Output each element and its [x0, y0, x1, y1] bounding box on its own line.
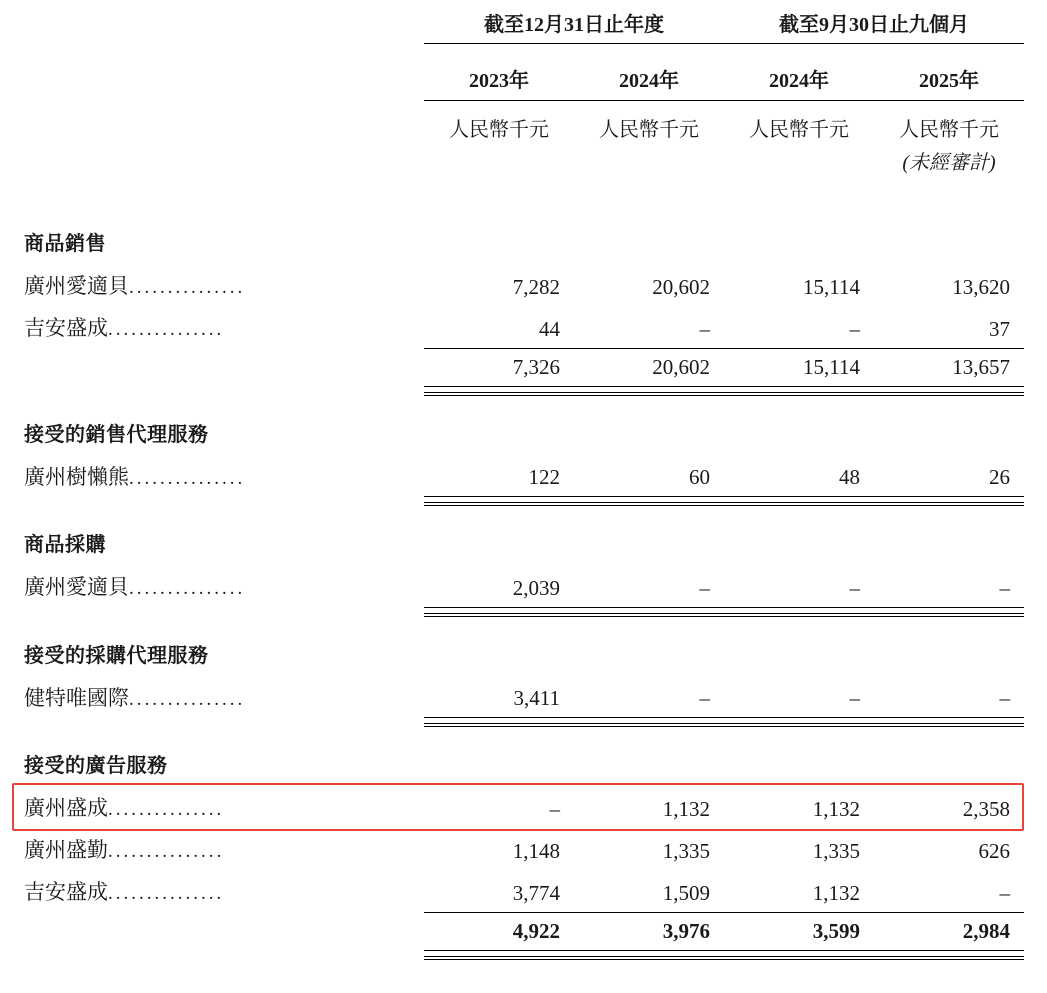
header-year-2024-9m: 2024年: [724, 54, 874, 101]
row-label-text: 吉安盛成: [24, 880, 108, 904]
spacer-cell: [874, 44, 1024, 55]
section-header-row: [24, 221, 1024, 264]
value-cell: 1,509: [574, 870, 724, 912]
section-title-sales-agency: 接受的銷售代理服務: [24, 421, 209, 446]
rule-cell: [724, 950, 874, 958]
section-gap: [24, 175, 1024, 221]
value-cell: –: [699, 575, 710, 600]
rule-cell: [424, 718, 574, 726]
leader-dots: ...............: [108, 799, 225, 820]
spacer-cell: [574, 504, 724, 522]
table-row: [24, 828, 1024, 870]
section-title-goods-sales: 商品銷售: [24, 231, 106, 255]
leader-dots: ...............: [108, 319, 225, 340]
section-header-row: [24, 743, 1024, 786]
rule-cell: [424, 497, 574, 505]
value-cell: 1,148: [512, 839, 560, 863]
spacer-cell: [424, 725, 574, 743]
header-unit-row: [24, 101, 1024, 145]
value-cell: 48: [839, 465, 860, 489]
leader-dots: ...............: [129, 277, 246, 298]
section-header-row: [24, 522, 1024, 565]
row-label-text: 廣州樹懶熊: [24, 464, 129, 489]
rule-cell: [724, 718, 874, 726]
spacer-cell: [724, 504, 874, 522]
table-row: [24, 264, 1024, 306]
rule-cell: [874, 607, 1024, 615]
header-empty-cell: [424, 144, 574, 175]
row-label-text: 廣州愛適貝: [24, 274, 129, 298]
spacer-cell: [724, 725, 874, 743]
row-label-text: 吉安盛成: [24, 316, 108, 340]
leader-dots: ...............: [129, 578, 246, 599]
rule-cell: [874, 497, 1024, 505]
row-label-cell: [24, 306, 424, 348]
leader-dots: ...............: [108, 841, 225, 862]
spacer-cell: [574, 44, 724, 55]
section-title-goods-purchase: 商品採購: [24, 532, 106, 556]
section-gap: [24, 615, 1024, 633]
row-label-cell: [24, 870, 424, 912]
rule-cell: [724, 386, 874, 394]
table-row: [24, 676, 1024, 718]
total-value-cell: 3,599: [812, 918, 860, 943]
value-cell: 20,602: [652, 275, 710, 299]
rule-spacer: [24, 386, 424, 394]
value-cell: –: [574, 306, 724, 348]
row-label-text: 健特唯國際: [24, 685, 129, 710]
spacer-cell: [874, 725, 1024, 743]
rule-spacer: [24, 950, 424, 958]
header-empty-cell: [574, 144, 724, 175]
table-row: [24, 306, 1024, 348]
total-row: [24, 348, 1024, 386]
value-cell: 122: [528, 465, 560, 489]
table-row: [24, 455, 1024, 497]
rule-cell: [574, 950, 724, 958]
total-value-cell: 7,326: [512, 354, 560, 379]
spacer-cell: [874, 175, 1024, 221]
spacer-cell: [424, 394, 574, 412]
value-cell: –: [849, 686, 860, 710]
header-unit-3: 人民幣千元: [749, 119, 849, 141]
section-title-advertising: 接受的廣告服務: [24, 753, 168, 777]
row-label-cell: [24, 828, 424, 870]
value-cell: –: [724, 306, 874, 348]
spacer-cell: [874, 394, 1024, 412]
spacer-cell: [24, 504, 424, 522]
table-row-highlighted: [24, 786, 1024, 828]
double-rule-row: [24, 607, 1024, 615]
spacer-cell: [24, 725, 424, 743]
value-cell: 2,039: [512, 575, 560, 600]
spacer-cell: [724, 175, 874, 221]
spacer-cell: [874, 504, 1024, 522]
header-unit-1: 人民幣千元: [449, 119, 549, 141]
value-cell: 7,282: [512, 275, 560, 299]
value-cell: –: [999, 575, 1010, 600]
row-label-cell: [24, 565, 424, 607]
spacer-cell: [424, 504, 574, 522]
spacer-cell: [424, 175, 574, 221]
total-label-cell: [24, 912, 424, 950]
section-header-row: [24, 412, 1024, 455]
value-cell: –: [849, 575, 860, 600]
header-empty-cell: [24, 54, 424, 101]
double-rule-row: [24, 950, 1024, 958]
total-value-cell: 3,976: [662, 918, 710, 943]
value-cell: 3,411: [513, 686, 560, 710]
value-cell: 1,132: [724, 870, 874, 912]
row-label-text: 廣州盛成: [24, 796, 108, 820]
section-gap: [24, 725, 1024, 743]
spacer-cell: [24, 44, 424, 55]
rule-spacer: [24, 718, 424, 726]
section-gap: [24, 394, 1024, 412]
table-row: [24, 870, 1024, 912]
leader-dots: ...............: [129, 688, 246, 710]
section-title-purchase-agency: 接受的採購代理服務: [24, 642, 209, 667]
column-group-nine-months: 截至9月30日止九個月: [724, 8, 1024, 44]
header-year-2023: 2023年: [424, 54, 574, 101]
rule-cell: [724, 607, 874, 615]
total-value-cell: 13,657: [952, 354, 1010, 379]
spacer-cell: [874, 615, 1024, 633]
header-year-row: [24, 54, 1024, 101]
header-unaudited-row: [24, 144, 1024, 175]
double-rule-row: [24, 497, 1024, 505]
rule-cell: [424, 386, 574, 394]
header-year-2025-9m: 2025年: [874, 54, 1024, 101]
table-row: [24, 565, 1024, 607]
row-label-cell: [24, 786, 424, 828]
section-gap: [24, 504, 1024, 522]
header-unit-4: 人民幣千元: [899, 119, 999, 141]
total-label-cell: [24, 348, 424, 386]
value-cell: 37: [874, 306, 1024, 348]
spacer-cell: [424, 44, 574, 55]
value-cell: 44: [424, 306, 574, 348]
rule-cell: [424, 607, 574, 615]
double-rule-row: [24, 386, 1024, 394]
row-label-cell: [24, 455, 424, 497]
value-cell: 26: [989, 465, 1010, 489]
rule-cell: [424, 950, 574, 958]
rule-cell: [574, 386, 724, 394]
value-cell: 3,774: [424, 870, 574, 912]
value-cell: 1,335: [812, 839, 860, 863]
spacer-cell: [574, 615, 724, 633]
leader-dots: ...............: [129, 467, 246, 489]
value-cell: 1,335: [662, 839, 710, 863]
spacer-cell: [24, 394, 424, 412]
spacer-cell: [574, 725, 724, 743]
rule-cell: [574, 718, 724, 726]
row-label-text: 廣州盛勤: [24, 838, 108, 862]
header-unaudited-note: (未經審計): [902, 152, 996, 174]
value-cell: 15,114: [803, 275, 860, 299]
rule-cell: [574, 497, 724, 505]
section-header-row: [24, 633, 1024, 676]
spacer-cell: [574, 175, 724, 221]
spacer-cell: [724, 394, 874, 412]
header-year-2024-fy: 2024年: [574, 54, 724, 101]
related-party-transactions-table: [24, 8, 1024, 960]
header-empty-cell: [724, 144, 874, 175]
value-cell: 60: [689, 465, 710, 489]
header-corner-cell: [24, 8, 424, 44]
header-empty-cell: [24, 144, 424, 175]
rule-spacer: [24, 607, 424, 615]
header-unit-2: 人民幣千元: [599, 119, 699, 141]
value-cell: –: [549, 797, 560, 821]
row-label-cell: [24, 264, 424, 306]
value-cell: 626: [978, 839, 1010, 863]
rule-cell: [874, 386, 1024, 394]
value-cell: 2,358: [962, 797, 1010, 821]
value-cell: 1,132: [812, 797, 860, 821]
spacer-cell: [724, 615, 874, 633]
row-label-cell: [24, 676, 424, 718]
value-cell: 1,132: [662, 797, 710, 821]
rule-cell: [874, 718, 1024, 726]
spacer-cell: [24, 175, 424, 221]
spacer-cell: [574, 394, 724, 412]
header-spacer-row: [24, 44, 1024, 55]
double-rule-row: [24, 718, 1024, 726]
row-label-text: 廣州愛適貝: [24, 575, 129, 599]
rule-cell: [574, 607, 724, 615]
total-value-cell: 20,602: [652, 354, 710, 379]
rule-spacer: [24, 497, 424, 505]
leader-dots: ...............: [108, 883, 225, 904]
total-value-cell: 4,922: [512, 918, 560, 943]
total-row: [24, 912, 1024, 950]
spacer-cell: [724, 44, 874, 55]
value-cell: 13,620: [952, 275, 1010, 299]
rule-cell: [724, 497, 874, 505]
value-cell: –: [699, 686, 710, 710]
column-group-year: 截至12月31日止年度: [424, 8, 724, 44]
header-empty-cell: [24, 101, 424, 145]
total-value-cell: 15,114: [803, 354, 860, 379]
spacer-cell: [424, 615, 574, 633]
value-cell: –: [874, 870, 1024, 912]
header-group-row: [24, 8, 1024, 44]
total-value-cell: 2,984: [962, 918, 1010, 943]
rule-cell: [874, 950, 1024, 958]
spacer-cell: [24, 615, 424, 633]
value-cell: –: [999, 686, 1010, 710]
